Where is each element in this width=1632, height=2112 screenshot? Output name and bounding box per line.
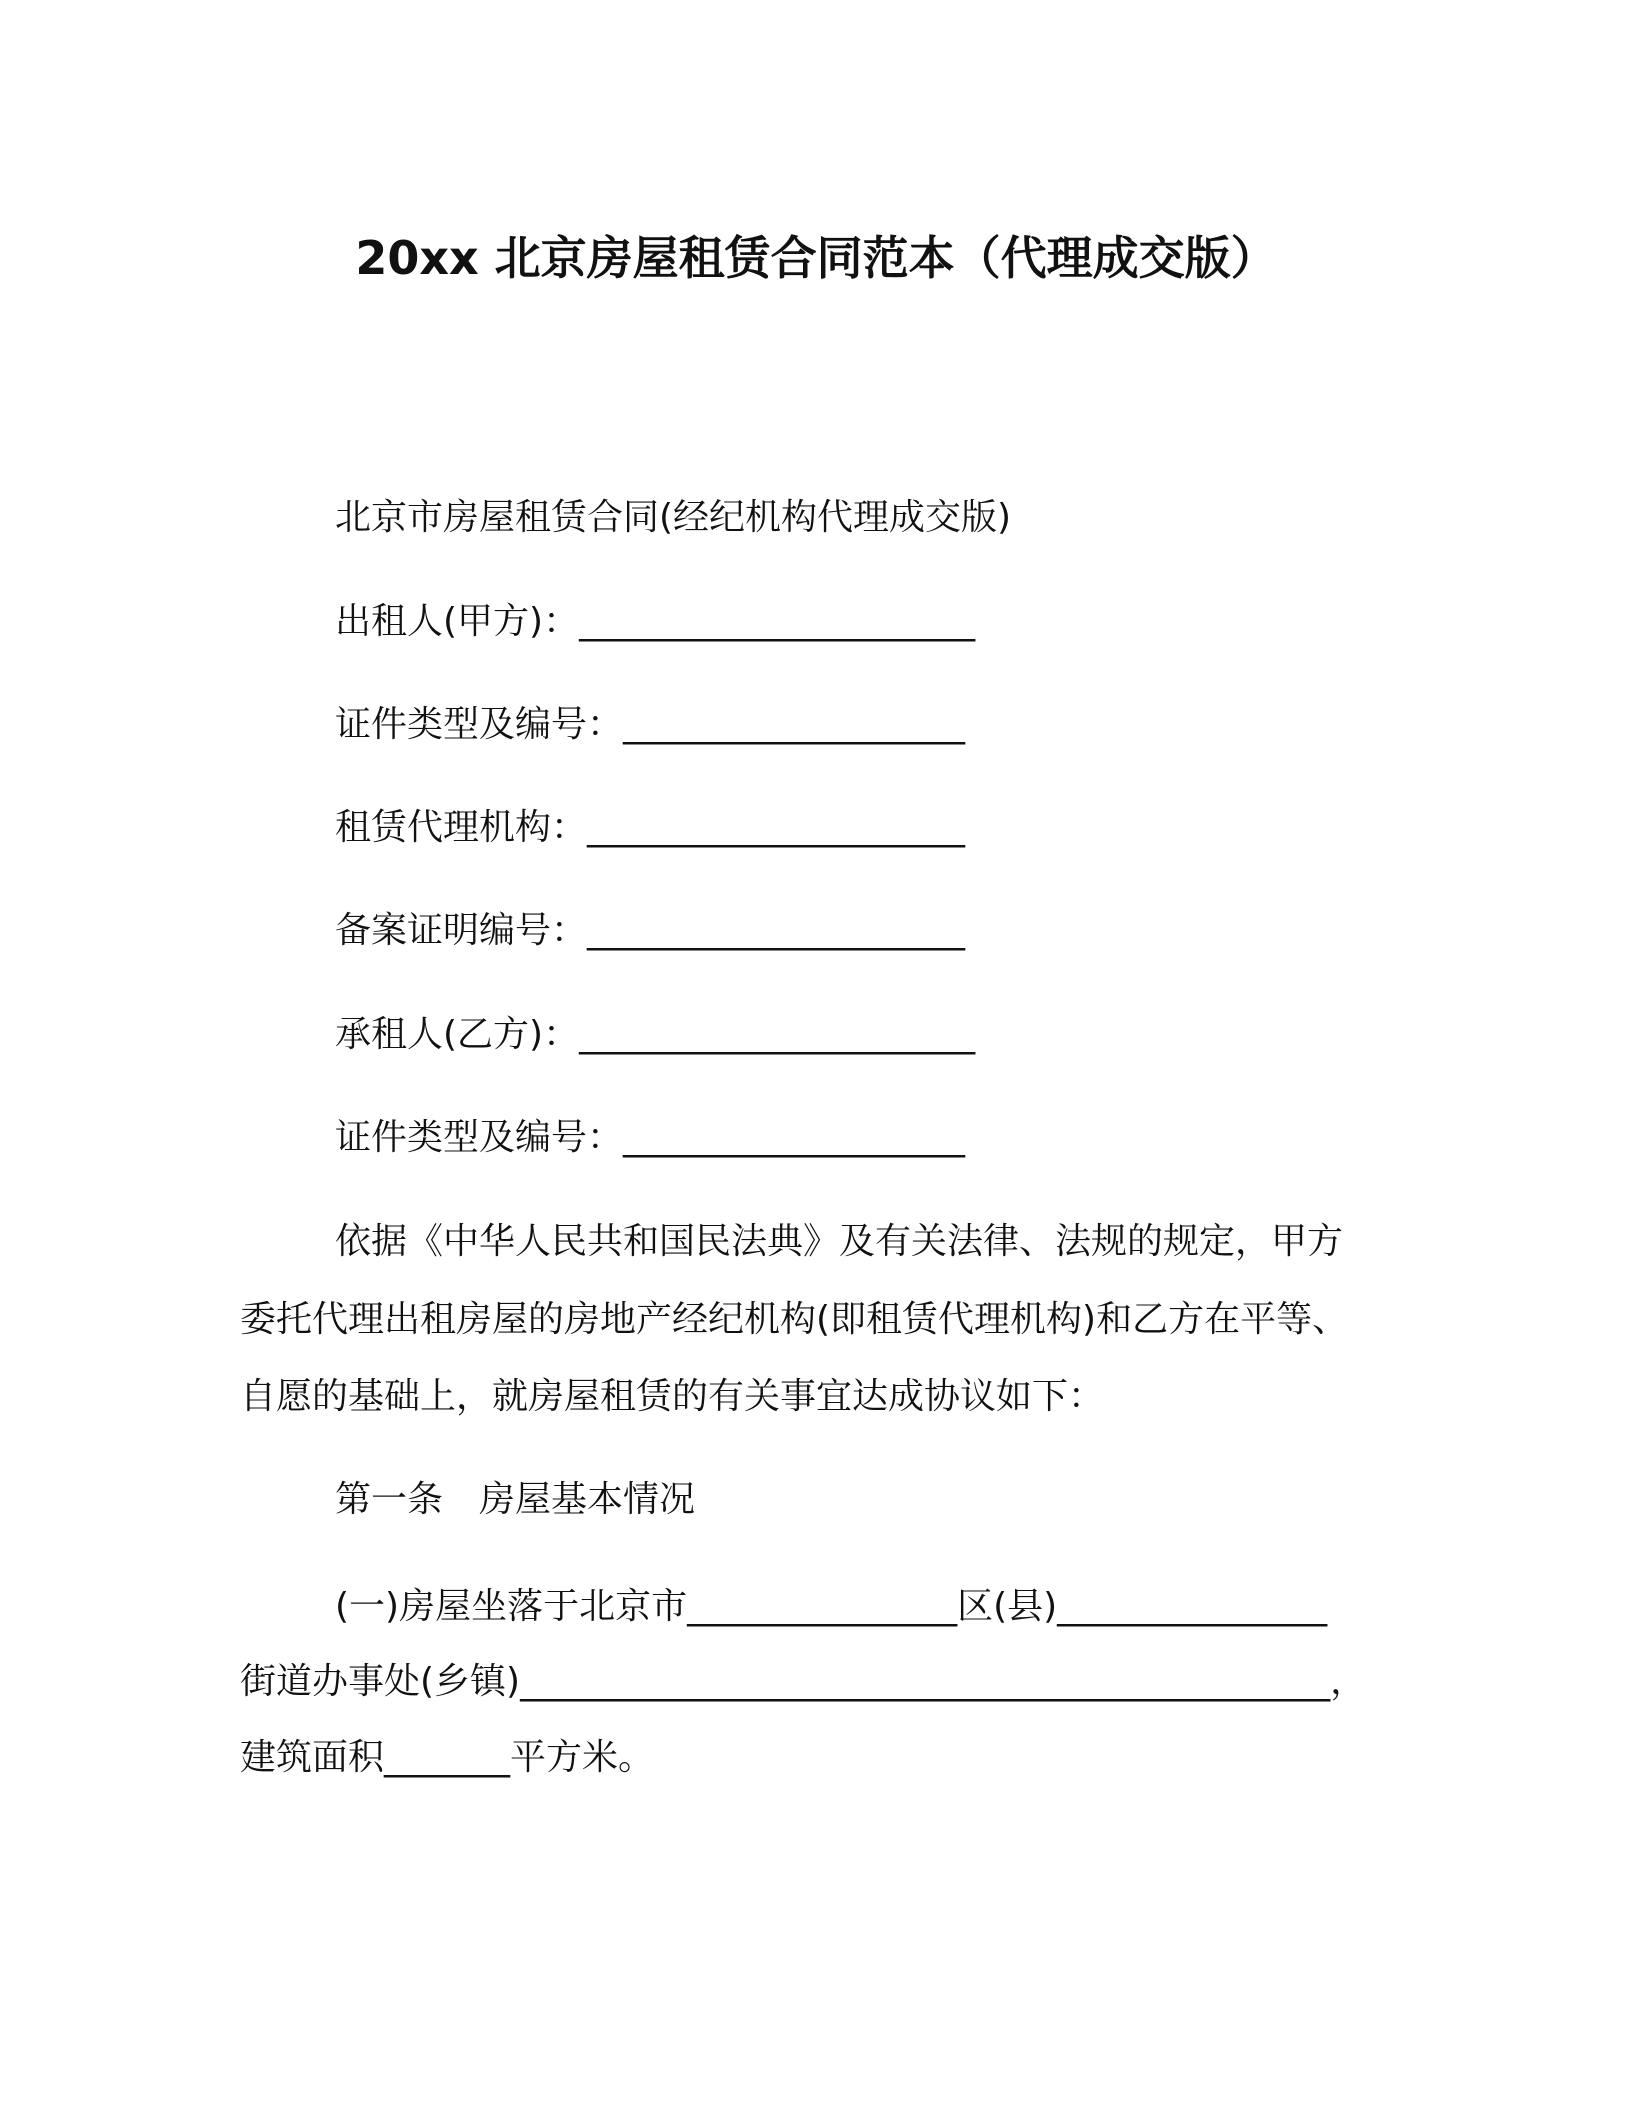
preamble-line-1: 依据《中华人民共和国民法典》及有关法律、法规的规定，甲方 bbox=[335, 1221, 1344, 1262]
document-title: 20xx 北京房屋租赁合同范本（代理成交版） bbox=[355, 231, 1277, 285]
article-1-heading: 第一条 房屋基本情况 bbox=[335, 1479, 696, 1520]
field-lessee: 承租人(乙方)：______________________ bbox=[335, 1014, 976, 1055]
field-lessor-id: 证件类型及编号：___________________ bbox=[335, 704, 966, 745]
field-lessor: 出租人(甲方)：______________________ bbox=[335, 601, 976, 642]
contract-subtitle: 北京市房屋租赁合同(经纪机构代理成交版) bbox=[335, 497, 1012, 538]
article-1-line-3: 建筑面积_______平方米。 bbox=[240, 1737, 655, 1778]
preamble-line-2: 委托代理出租房屋的房地产经纪机构(即租赁代理机构)和乙方在平等、 bbox=[240, 1299, 1349, 1340]
field-agency: 租赁代理机构：_____________________ bbox=[335, 807, 966, 848]
field-filing-number: 备案证明编号：_____________________ bbox=[335, 910, 966, 951]
preamble-line-3: 自愿的基础上，就房屋租赁的有关事宜达成协议如下： bbox=[240, 1376, 1105, 1417]
article-1-line-2: 街道办事处(乡镇)_____________________________________________， bbox=[240, 1661, 1367, 1702]
article-1-line-1: (一)房屋坐落于北京市_______________区(县)_______________ bbox=[335, 1586, 1328, 1627]
field-lessee-id: 证件类型及编号：___________________ bbox=[335, 1117, 966, 1158]
